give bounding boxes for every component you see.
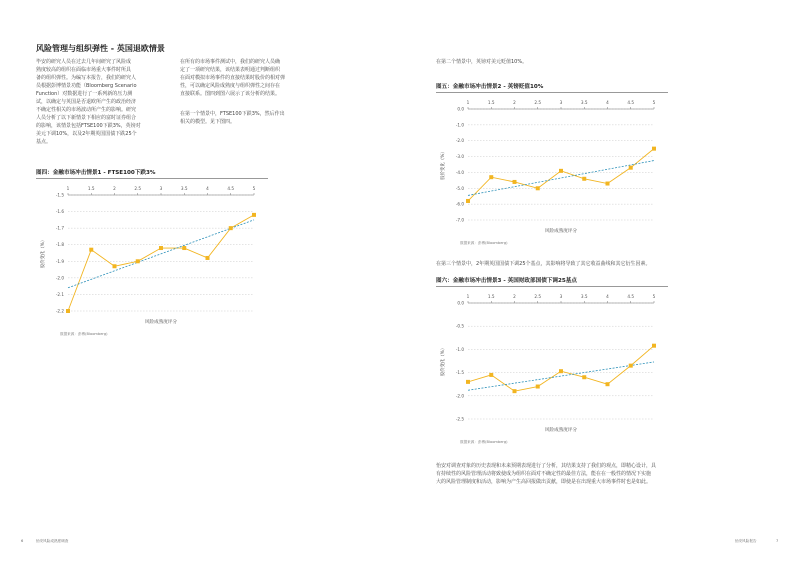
data-point xyxy=(489,373,493,377)
y-axis-label: 股价变化（%） xyxy=(441,345,446,377)
y-tick-label: 0.0 xyxy=(457,300,464,306)
x-tick-label: 4.5 xyxy=(627,100,635,105)
x-tick-label: 1 xyxy=(466,294,470,299)
y-tick-label: -2.2 xyxy=(55,308,64,314)
y-tick-label: -2.0 xyxy=(455,138,464,144)
y-tick-label: -1.5 xyxy=(55,192,64,198)
conclusion-paragraph: 怡安对调查对象的历史表现和未来预期表现进行了分析，其结果支持了我们的观点，即精心设计，具 有持续性的风险管理活动将致使成为组织在面对不确定性的最佳方法，能在在一般性的情况下实施 大的风险管理制度和活动，影响为产生高回报做出贡献，即使是在出现重大市场事件时也是如此。 xyxy=(436,463,657,485)
right-footer-text: 怡安风险报告 xyxy=(735,539,757,543)
y-tick-label: -1.9 xyxy=(55,258,64,264)
y-tick-label: -2.0 xyxy=(55,275,64,281)
y-tick-label: -1.8 xyxy=(55,242,64,248)
x-tick-label: 4 xyxy=(606,294,609,299)
x-tick-label: 3.5 xyxy=(180,186,188,191)
x-tick-label: 3 xyxy=(559,100,563,105)
chart-source: 数据来源：彭博(Bloomberg) xyxy=(460,241,508,245)
x-tick-label: 5 xyxy=(252,186,256,191)
x-tick-label: 4 xyxy=(606,100,609,105)
left-footer-text: 怡安风险成熟度调查 xyxy=(36,539,69,543)
y-tick-label: -5.0 xyxy=(455,185,464,191)
figure5-chart xyxy=(436,95,668,250)
x-tick-label: 1 xyxy=(66,186,70,191)
x-tick-label: 1.5 xyxy=(487,100,495,105)
intro-paragraph-col1: 毕安的研究人员在过去几年间研究了风险成 熟度较高的组织在面临市场重大事件时所具 备的组织弹性。为编写本报告，我们的研究人 员根据彭博情景功能（Bloomberg Scenario Function）对数据进行了一系列新的压力测 试，以确定与英国是否退欧所产生的政治经济 不确定性相关的市场波动所产生的影响。研究 人员分析了以下新情景下相应的富时证券组合 的影响，该情景包括FTSE100下跌3%，英镑对 美元下调10%，以及2年期英国国债下跌25个 基点。 xyxy=(36,59,141,145)
figure5-rule xyxy=(436,92,668,93)
x-tick-label: 4.5 xyxy=(627,294,635,299)
x-axis-label: 风险成熟度评分 xyxy=(544,428,578,433)
data-point xyxy=(489,175,493,179)
figure4-title: 图四：金融市场冲击情景1 - FTSE100下跌3% xyxy=(36,170,156,176)
x-tick-label: 1 xyxy=(466,100,470,105)
figure6-rule xyxy=(436,286,668,287)
y-tick-label: -1.7 xyxy=(55,225,64,231)
data-point xyxy=(652,344,656,348)
y-tick-label: -1.5 xyxy=(455,370,464,376)
y-tick-label: -7.0 xyxy=(455,217,464,223)
chart-source: 数据来源：彭博(Bloomberg) xyxy=(60,332,108,336)
intro-paragraph-col2: 在所有的市场事件测试中，我们的研究人员确 定了一项研究结果，该结果表明通过判断组织 在面对模拟市场事件的直接结果时股价的相对弹 性，可以确定风险成熟度与组织弹性之间存在 直接联系。图四到图六展示了该分析的结果。 xyxy=(180,59,286,97)
figure4-rule xyxy=(36,178,268,179)
x-tick-label: 3.5 xyxy=(580,100,588,105)
y-tick-label: -1.0 xyxy=(455,346,464,352)
data-point xyxy=(629,364,633,368)
data-point xyxy=(652,147,656,151)
data-point xyxy=(606,182,610,186)
trend-line xyxy=(468,362,654,390)
x-tick-label: 1.5 xyxy=(87,186,95,191)
y-tick-label: -2.5 xyxy=(455,416,464,422)
x-tick-label: 2.5 xyxy=(534,100,542,105)
y-tick-label: 0.0 xyxy=(457,106,464,112)
figure6-chart xyxy=(436,289,668,449)
y-tick-label: -1.0 xyxy=(455,122,464,128)
scenario3-paragraph: 在第三个情景中，2年期英国国债下调25个基点，其影响将导致了其它收益曲线和其它衍生因素。 xyxy=(436,261,651,267)
y-tick-label: -3.0 xyxy=(455,154,464,160)
y-axis-label: 股价变化（%） xyxy=(441,149,446,180)
data-point xyxy=(559,169,563,173)
x-tick-label: 4.5 xyxy=(227,186,235,191)
x-tick-label: 1.5 xyxy=(487,294,495,299)
x-tick-label: 2.5 xyxy=(134,186,142,191)
data-point xyxy=(466,380,470,384)
y-tick-label: -6.0 xyxy=(455,201,464,207)
figure6-title: 图六：金融市场冲击情景3 - 英国财政部国债下调25基点 xyxy=(436,278,577,284)
data-point xyxy=(559,369,563,373)
x-tick-label: 2 xyxy=(513,100,516,105)
data-point xyxy=(513,389,517,393)
x-tick-label: 2 xyxy=(113,186,116,191)
y-tick-label: -2.1 xyxy=(55,291,64,297)
data-point xyxy=(113,264,117,268)
data-point xyxy=(182,246,186,250)
series-line xyxy=(68,215,254,311)
data-point xyxy=(582,177,586,181)
data-point xyxy=(536,186,540,190)
trend-line xyxy=(68,220,254,288)
data-point xyxy=(629,166,633,170)
right-footer-page-number: 7 xyxy=(776,539,779,543)
x-axis-label: 风险成熟度评分 xyxy=(144,320,178,325)
x-tick-label: 2.5 xyxy=(534,294,542,299)
figure5-title: 图五：金融市场冲击情景2 - 英镑贬值10% xyxy=(436,84,544,90)
series-line xyxy=(468,346,654,391)
x-axis-label: 风险成熟度评分 xyxy=(544,229,578,234)
x-tick-label: 5 xyxy=(652,100,656,105)
y-tick-label: -1.6 xyxy=(55,209,64,215)
y-tick-label: -4.0 xyxy=(455,169,464,175)
data-point xyxy=(606,382,610,386)
left-footer-page-number: 6 xyxy=(21,539,24,543)
data-point xyxy=(252,213,256,217)
data-point xyxy=(582,375,586,379)
data-point xyxy=(466,199,470,203)
data-point xyxy=(159,246,163,250)
chart-source: 数据来源：彭博(Bloomberg) xyxy=(460,440,508,444)
x-tick-label: 4 xyxy=(206,186,209,191)
data-point xyxy=(136,259,140,263)
scenario2-paragraph: 在第二个情景中，英镑对美元贬值10%。 xyxy=(436,59,528,65)
scenario1-paragraph: 在第一个情景中，FTSE100下跌3%，然后作出 相关的模型。见下图四。 xyxy=(180,111,285,125)
page-heading: 风险管理与组织弹性 - 英国退欧情景 xyxy=(36,44,165,53)
x-tick-label: 5 xyxy=(652,294,656,299)
x-tick-label: 3 xyxy=(159,186,163,191)
data-point xyxy=(536,385,540,389)
data-point xyxy=(229,226,233,230)
data-point xyxy=(66,309,70,313)
x-tick-label: 3.5 xyxy=(580,294,588,299)
data-point xyxy=(513,180,517,184)
x-tick-label: 2 xyxy=(513,294,516,299)
y-axis-label: 股价变化（%） xyxy=(41,237,46,269)
x-tick-label: 3 xyxy=(559,294,563,299)
figure4-chart xyxy=(36,181,268,341)
data-point xyxy=(89,248,93,252)
y-tick-label: -2.0 xyxy=(455,393,464,399)
data-point xyxy=(206,256,210,260)
y-tick-label: -0.5 xyxy=(455,323,464,329)
